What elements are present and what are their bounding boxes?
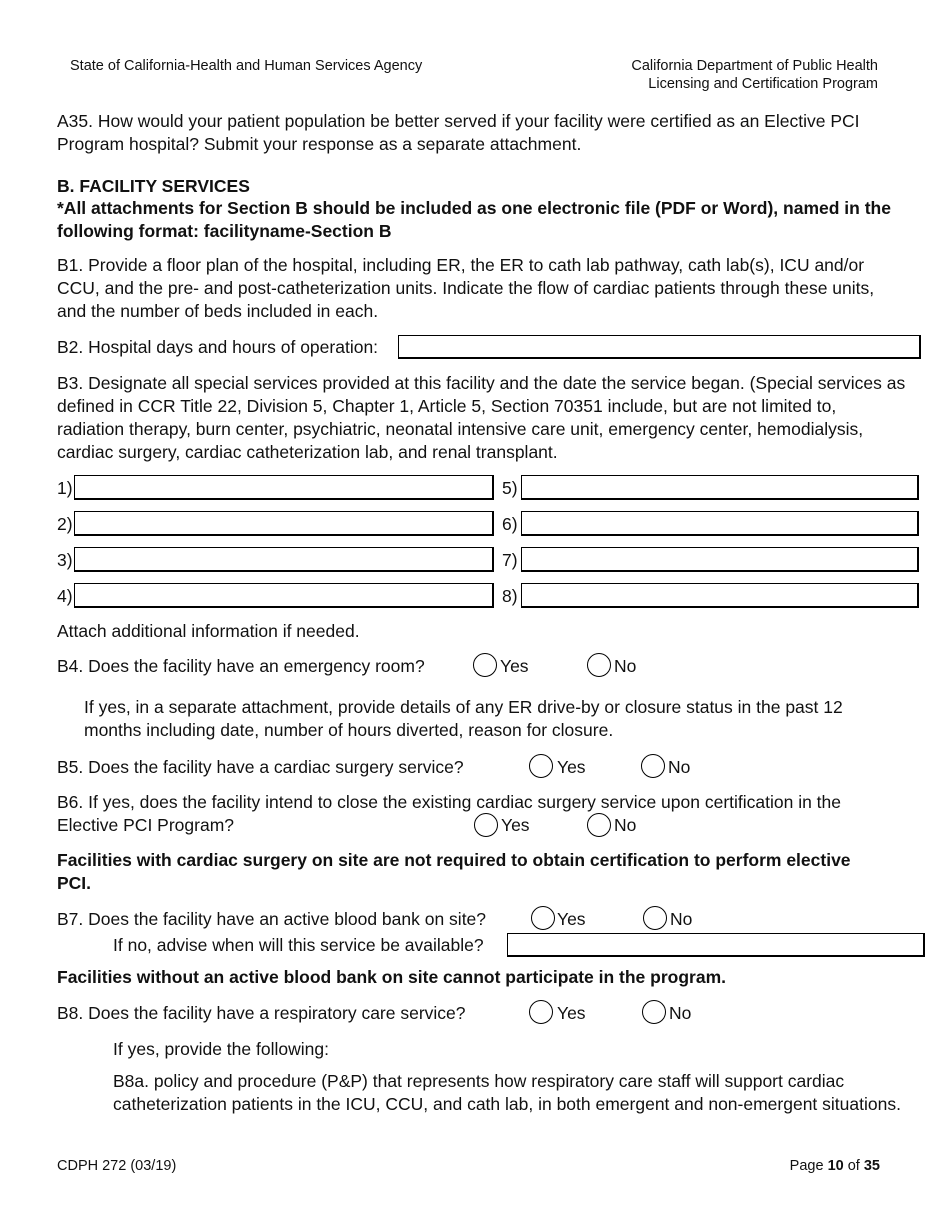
b7-followup: If no, advise when will this service be available? bbox=[113, 935, 484, 955]
service-7-field[interactable] bbox=[521, 547, 919, 572]
service-4-field[interactable] bbox=[74, 583, 494, 608]
page-of: of bbox=[847, 1158, 860, 1174]
hours-of-operation-field[interactable] bbox=[398, 335, 921, 359]
service-1-label: 1) bbox=[57, 478, 73, 498]
b8-followup: If yes, provide the following: bbox=[113, 1039, 329, 1059]
service-8-label: 8) bbox=[502, 586, 518, 606]
service-3-field[interactable] bbox=[74, 547, 494, 572]
b8-no-label: No bbox=[669, 1003, 692, 1023]
b5-yes-label: Yes bbox=[557, 757, 586, 777]
attach-note: Attach additional information if needed. bbox=[57, 621, 360, 641]
b6-yes-label: Yes bbox=[501, 815, 530, 835]
blood-bank-availability-field[interactable] bbox=[507, 933, 925, 957]
service-2-field[interactable] bbox=[74, 511, 494, 536]
question-b6-line1: B6. If yes, does the facility intend to close the existing cardiac surgery service upon certification in the bbox=[57, 792, 842, 812]
service-5-field[interactable] bbox=[521, 475, 919, 500]
page-total: 35 bbox=[863, 1158, 880, 1174]
section-b-note: *All attachments for Section B should be included as one electronic file (PDF or Word), named in the following format: facilityname-Section B bbox=[57, 198, 891, 241]
b7-no-label: No bbox=[670, 909, 693, 929]
page-prefix: Page bbox=[789, 1158, 824, 1174]
footer-page-number bbox=[790, 1157, 880, 1175]
service-6-field[interactable] bbox=[521, 511, 919, 536]
service-8-field[interactable] bbox=[521, 583, 919, 608]
service-5-label: 5) bbox=[502, 478, 518, 498]
b7-yes-label: Yes bbox=[557, 909, 586, 929]
service-7-label: 7) bbox=[502, 550, 518, 570]
section-b-title: B. FACILITY SERVICES bbox=[57, 176, 250, 196]
header-department bbox=[631, 57, 878, 93]
question-b5: B5. Does the facility have a cardiac surgery service? bbox=[57, 757, 464, 777]
b4-yes-radio[interactable] bbox=[473, 653, 497, 677]
page-current: 10 bbox=[827, 1158, 844, 1174]
header-department-line1: California Department of Public Health bbox=[631, 58, 878, 74]
notice-blood-bank: Facilities without an active blood bank on site cannot participate in the program. bbox=[57, 967, 726, 987]
question-b3: B3. Designate all special services provided at this facility and the date the service began. (Special services as defined in CCR Title 22, Division 5, Chapter 1, Article 5, Section 70351 include, but are not limited to, radiation therapy, burn center, psychiatric, neonatal intensive care unit, emergency center, hemodialysis, cardiac surgery, cardiac catheterization lab, and renal transplant. bbox=[57, 373, 906, 462]
question-a35: A35. How would your patient population be better served if your facility were certified as an Elective PCI Program hospital? Submit your response as a separate attachment. bbox=[57, 111, 860, 154]
b5-yes-radio[interactable] bbox=[529, 754, 553, 778]
b4-no-radio[interactable] bbox=[587, 653, 611, 677]
question-b8: B8. Does the facility have a respiratory care service? bbox=[57, 1003, 466, 1023]
b6-no-label: No bbox=[614, 815, 637, 835]
service-6-label: 6) bbox=[502, 514, 518, 534]
service-1-field[interactable] bbox=[74, 475, 494, 500]
service-4-label: 4) bbox=[57, 586, 73, 606]
question-b2-label: B2. Hospital days and hours of operation: bbox=[57, 337, 379, 357]
service-3-label: 3) bbox=[57, 550, 73, 570]
question-b7: B7. Does the facility have an active blood bank on site? bbox=[57, 909, 487, 929]
header-department-line2: Licensing and Certification Program bbox=[648, 76, 878, 92]
b8-no-radio[interactable] bbox=[642, 1000, 666, 1024]
header-agency: State of California-Health and Human Services Agency bbox=[70, 58, 423, 74]
b8-yes-label: Yes bbox=[557, 1003, 586, 1023]
b6-yes-radio[interactable] bbox=[474, 813, 498, 837]
service-2-label: 2) bbox=[57, 514, 73, 534]
b8-yes-radio[interactable] bbox=[529, 1000, 553, 1024]
b8a-text: B8a. policy and procedure (P&P) that represents how respiratory care staff will support cardiac catheterization patients in the ICU, CCU, and cath lab, in both emergent and non-emergent situations. bbox=[113, 1071, 901, 1114]
question-b6-line2: Elective PCI Program? bbox=[57, 815, 235, 835]
b4-yes-label: Yes bbox=[500, 656, 529, 676]
b4-detail: If yes, in a separate attachment, provide details of any ER drive-by or closure status in the past 12 months including date, number of hours diverted, reason for closure. bbox=[84, 697, 843, 740]
b4-no-label: No bbox=[614, 656, 637, 676]
b5-no-label: No bbox=[668, 757, 691, 777]
b7-no-radio[interactable] bbox=[643, 906, 667, 930]
notice-cardiac-surgery: Facilities with cardiac surgery on site are not required to obtain certification to perform elective PCI. bbox=[57, 850, 851, 893]
footer-form-id: CDPH 272 (03/19) bbox=[57, 1158, 177, 1174]
b6-no-radio[interactable] bbox=[587, 813, 611, 837]
question-b1: B1. Provide a floor plan of the hospital, including ER, the ER to cath lab pathway, cath lab(s), ICU and/or CCU, and the pre- and post-catheterization units. Indicate the flow of cardiac patients through these units, and the number of beds included in each. bbox=[57, 255, 875, 321]
question-b4: B4. Does the facility have an emergency room? bbox=[57, 656, 425, 676]
b5-no-radio[interactable] bbox=[641, 754, 665, 778]
b7-yes-radio[interactable] bbox=[531, 906, 555, 930]
